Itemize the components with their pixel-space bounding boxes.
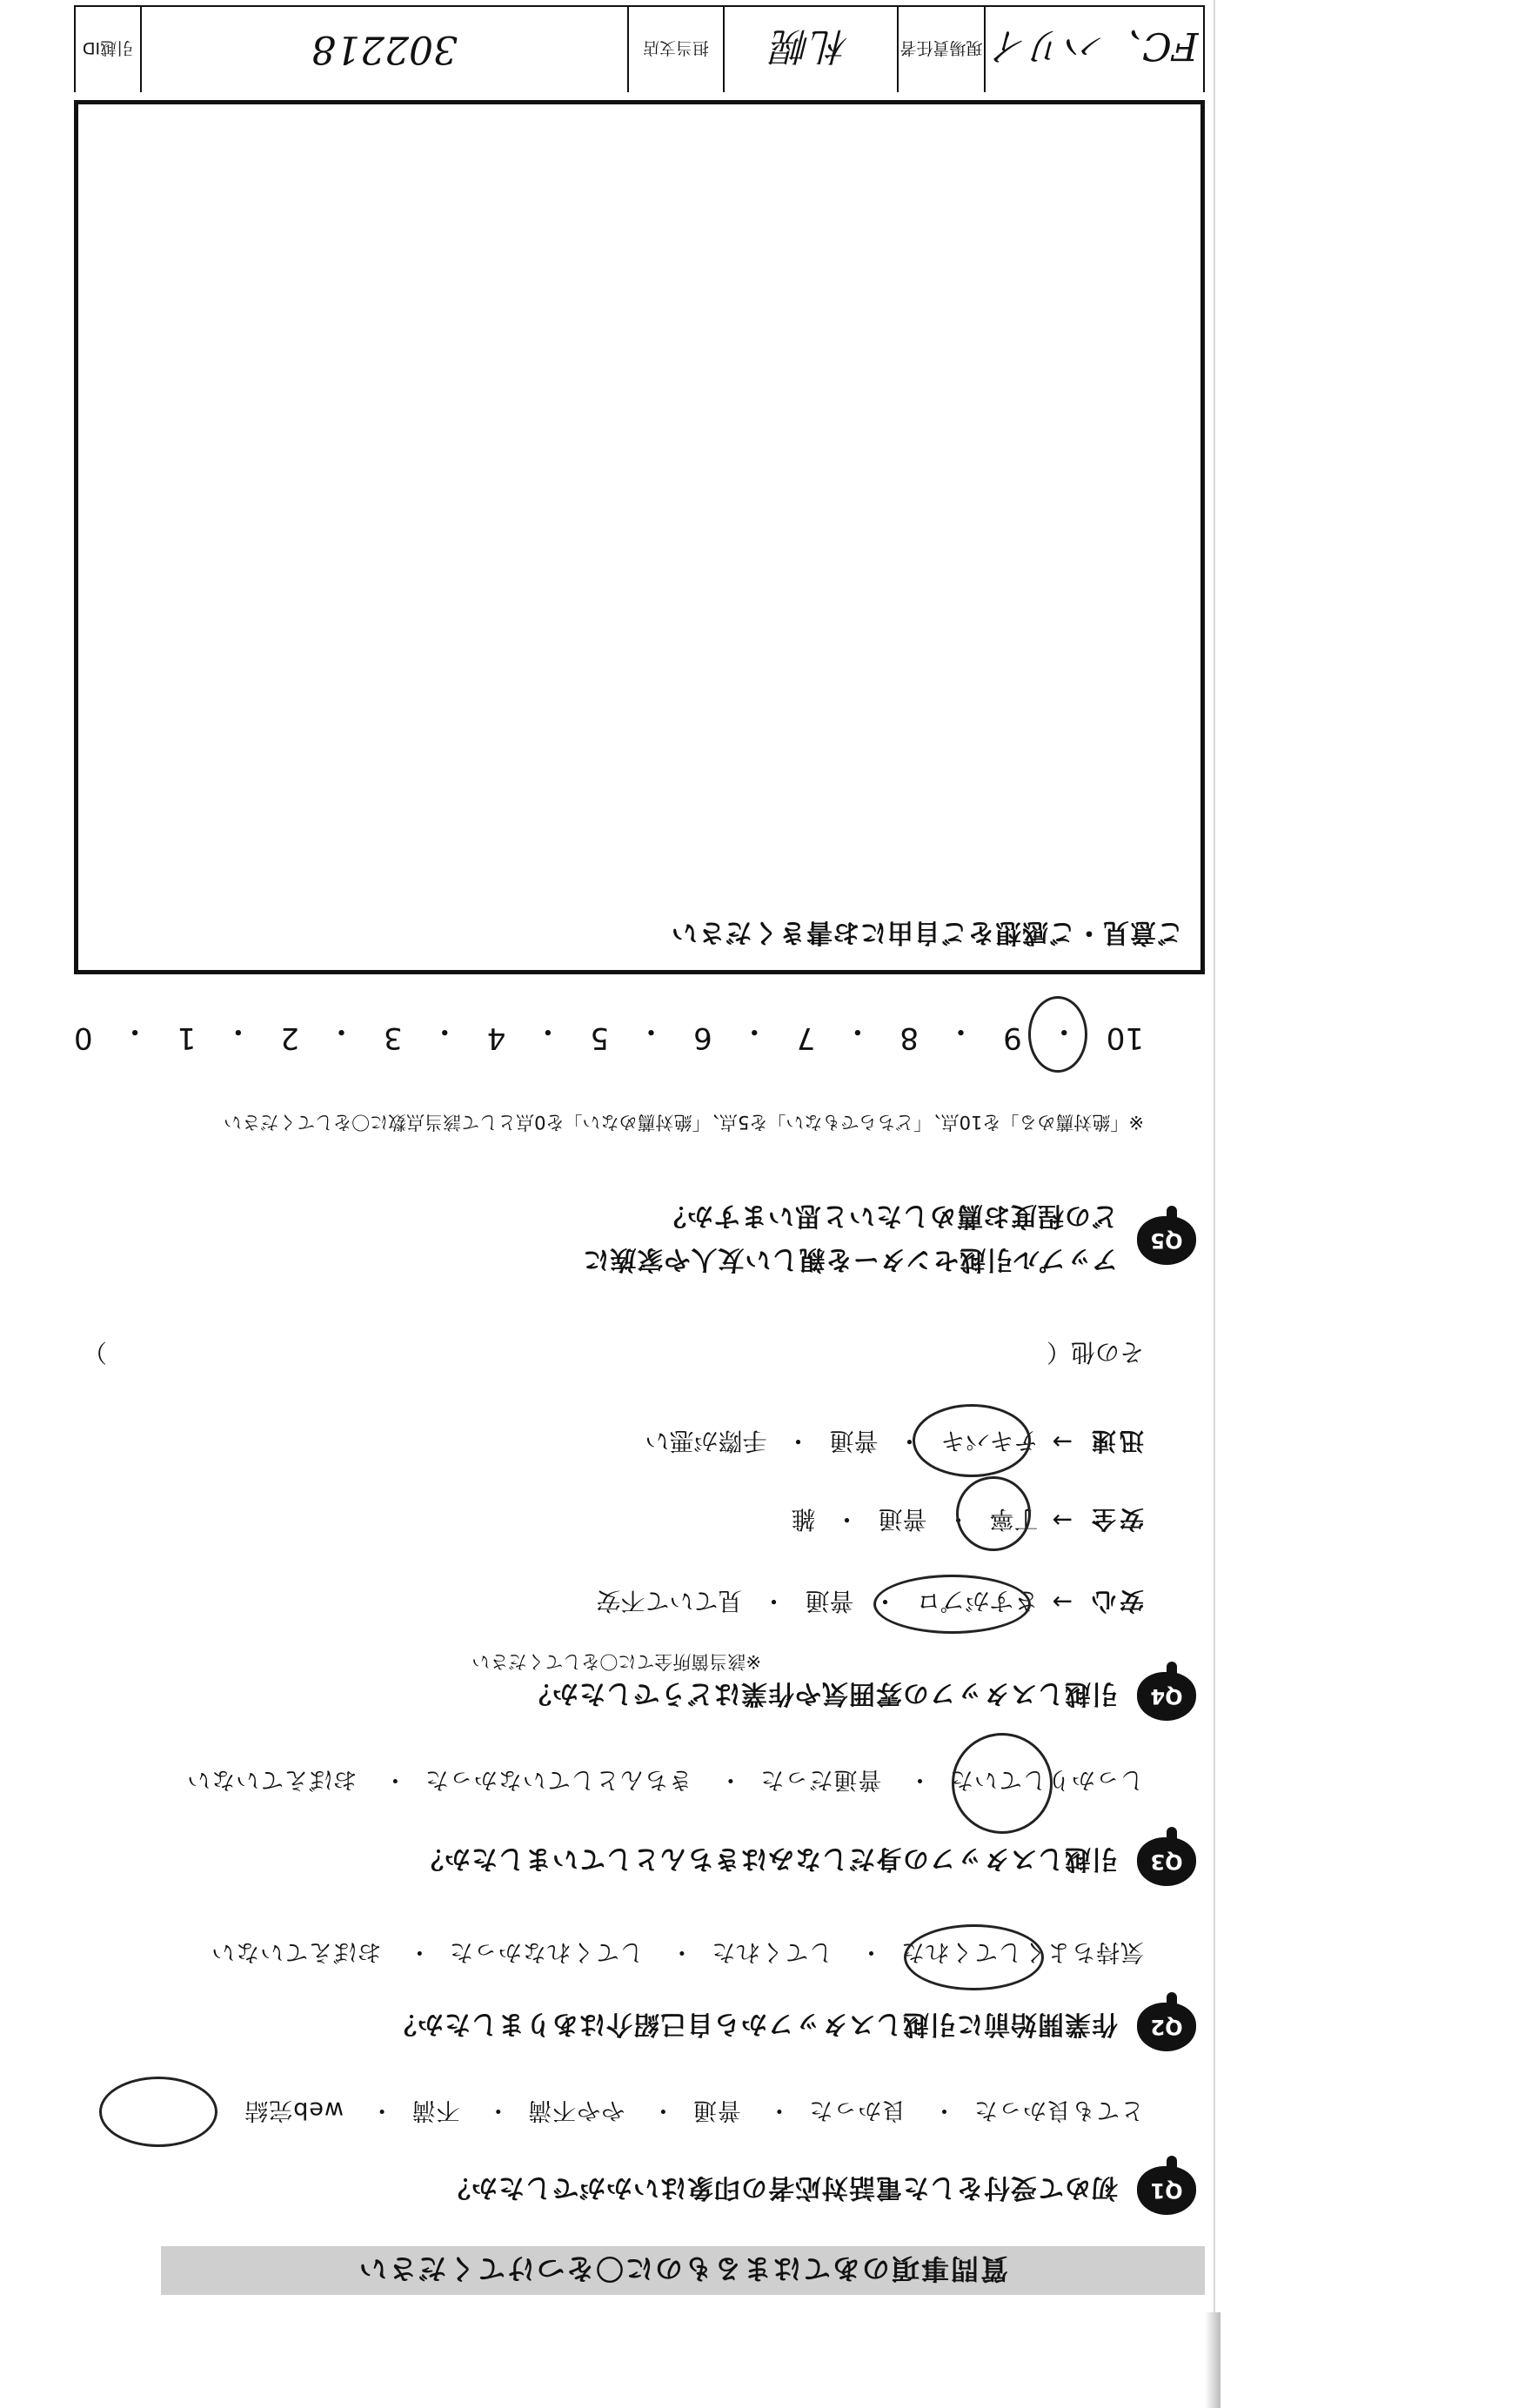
info-strip (74, 5, 1205, 92)
q4-option[interactable]: 手際が悪い (645, 1427, 767, 1455)
arrow-right-icon: → (1052, 1428, 1073, 1457)
q3-question: 引越しスタッフの身だしなみはきちんとしていましたか？ (417, 1843, 1118, 1874)
q3-options: しっかりしていた・ 普通だった・ きちんとしていなかった・ おぼえていない (186, 1766, 1144, 1793)
question-4 (525, 1672, 1196, 1721)
q4-row-label: 安心 (1087, 1587, 1144, 1615)
branch-value: 札幌 (772, 23, 849, 68)
q5-note: ※「絶対薦める」を10点、「どちらでもない」を5点、「絶対薦めない」を0点として該当点数に〇をしてください (224, 1112, 1144, 1133)
instruction-banner (161, 2246, 1205, 2295)
id-value: 302218 (311, 27, 458, 72)
q1-option[interactable]: 不満 (411, 2097, 460, 2124)
q4-option[interactable]: 普通 (878, 1505, 927, 1534)
score-option[interactable]: 5 (590, 1020, 610, 1055)
leader-value: FC、ハリイ (990, 23, 1199, 68)
q3-badge: Q3 (1137, 1837, 1196, 1886)
q1-option[interactable]: 普通 (692, 2097, 741, 2124)
leader-value-cell[interactable] (986, 7, 1203, 92)
id-value-cell[interactable] (142, 7, 629, 92)
question-2 (390, 2003, 1196, 2051)
leader-label-cell (899, 7, 986, 92)
q4-option[interactable]: 丁寧 (989, 1505, 1039, 1534)
q1-badge: Q1 (1137, 2166, 1196, 2215)
arrow-right-icon: → (1052, 1588, 1073, 1617)
q4-option[interactable]: 普通 (829, 1427, 879, 1455)
q4-row-anzen: 安全 → 丁寧 ・ 普通 ・ 雑 (791, 1503, 1144, 1538)
q1-option[interactable]: とても良かった (973, 2097, 1144, 2124)
q3-option[interactable]: 普通だった (759, 1766, 882, 1793)
leader-label: 現場責任者 (899, 38, 983, 58)
score-option[interactable]: 6 (693, 1020, 712, 1055)
scan-edge-line (1214, 0, 1215, 2312)
q4-row-label: 安全 (1087, 1505, 1144, 1534)
arrow-right-icon: → (1052, 1506, 1073, 1535)
q4-option[interactable]: テキパキ (940, 1427, 1039, 1455)
q1-options: とても良かった・ 良かった・ 普通・ やや不満・ 不満・ web完結 (244, 2097, 1144, 2124)
q1-question: 初めて受付をした電話対応者の印象はいかがでしたか？ (444, 2172, 1118, 2203)
score-option[interactable]: 3 (384, 1020, 403, 1055)
score-option[interactable]: 8 (899, 1020, 919, 1055)
q4-other-label: その他（ (1046, 1338, 1144, 1367)
q2-badge: Q2 (1137, 2003, 1196, 2051)
branch-label-cell (629, 7, 725, 92)
comments-title: ご意見・ご感想をご自由にお書きください (671, 917, 1183, 947)
q4-row-jinsoku: 迅速 → テキパキ ・ 普通 ・ 手際が悪い (645, 1425, 1144, 1460)
q1-option[interactable]: 良かった (808, 2097, 906, 2124)
q4-row-label: 迅速 (1087, 1427, 1144, 1455)
id-label-cell (76, 7, 142, 92)
q4-option[interactable]: 雑 (791, 1505, 816, 1534)
q5-score-scale: 10 ・ 9 ・ 8 ・ 7 ・ 6 ・ 5 ・ 4 ・ 3 ・ 2 ・ 1 ・ 0 (74, 1013, 1144, 1055)
q3-option[interactable]: おぼえていない (186, 1766, 358, 1793)
q4-other-close: ） (82, 1338, 107, 1367)
score-option[interactable]: 1 (177, 1020, 197, 1055)
question-3 (417, 1837, 1196, 1886)
q2-option[interactable]: 気持ちよくしてくれた (900, 1938, 1144, 1965)
q4-badge: Q4 (1137, 1672, 1196, 1721)
q3-option[interactable]: きちんとしていなかった (424, 1766, 692, 1793)
score-option[interactable]: 7 (796, 1020, 816, 1055)
instruction-text: 質問事項のあてはまるものに〇をつけてください (358, 2252, 1009, 2285)
score-option[interactable]: 9 (1003, 1020, 1022, 1055)
q4-option[interactable]: 普通 (805, 1587, 854, 1615)
q1-option[interactable]: やや不満 (527, 2097, 625, 2124)
comments-box[interactable] (74, 100, 1205, 974)
question-1 (444, 2166, 1196, 2215)
score-option[interactable]: 0 (74, 1020, 93, 1055)
branch-value-cell[interactable] (725, 7, 899, 92)
score-option[interactable]: 2 (280, 1020, 299, 1055)
q2-options: 気持ちよくしてくれた・ してくれた・ してくれなかった・ おぼえていない (211, 1938, 1144, 1965)
q1-selection-circle (99, 2077, 217, 2147)
branch-label: 担当支店 (643, 38, 710, 58)
q2-question: 作業開始前に引越しスタッフから自己紹介はありましたか？ (390, 2009, 1118, 2039)
q5-question-line1: アップル引越センターを親しい友人や家族に (582, 1244, 1118, 1274)
q4-note: ※該当箇所全てに〇をしてください (471, 1651, 761, 1672)
q2-option[interactable]: おぼえていない (211, 1938, 382, 1965)
q5-question-line2: どの程度お薦めしたいと思いますか？ (659, 1201, 1118, 1231)
q3-option[interactable]: しっかりしていた (949, 1766, 1144, 1793)
q4-question: 引越しスタッフの雰囲気や作業はどうでしたか？ (525, 1678, 1118, 1709)
q1-option[interactable]: web完結 (244, 2097, 344, 2124)
question-5 (583, 1200, 1197, 1281)
q4-row-anshin: 安心 → さすがプロ ・ 普通 ・ 見ていて不安 (596, 1585, 1144, 1620)
score-option[interactable]: 4 (486, 1020, 506, 1055)
score-option[interactable]: 10 (1106, 1020, 1144, 1055)
q4-option[interactable]: 見ていて不安 (596, 1587, 743, 1615)
scan-edge-shadow (1205, 2312, 1220, 2408)
q2-option[interactable]: してくれた (711, 1938, 833, 1965)
id-label: 引越ID (82, 38, 134, 58)
q4-other-row (83, 1336, 1144, 1371)
q5-badge: Q5 (1137, 1216, 1196, 1265)
q2-option[interactable]: してくれなかった (448, 1938, 644, 1965)
q4-option[interactable]: さすがプロ (916, 1587, 1039, 1615)
